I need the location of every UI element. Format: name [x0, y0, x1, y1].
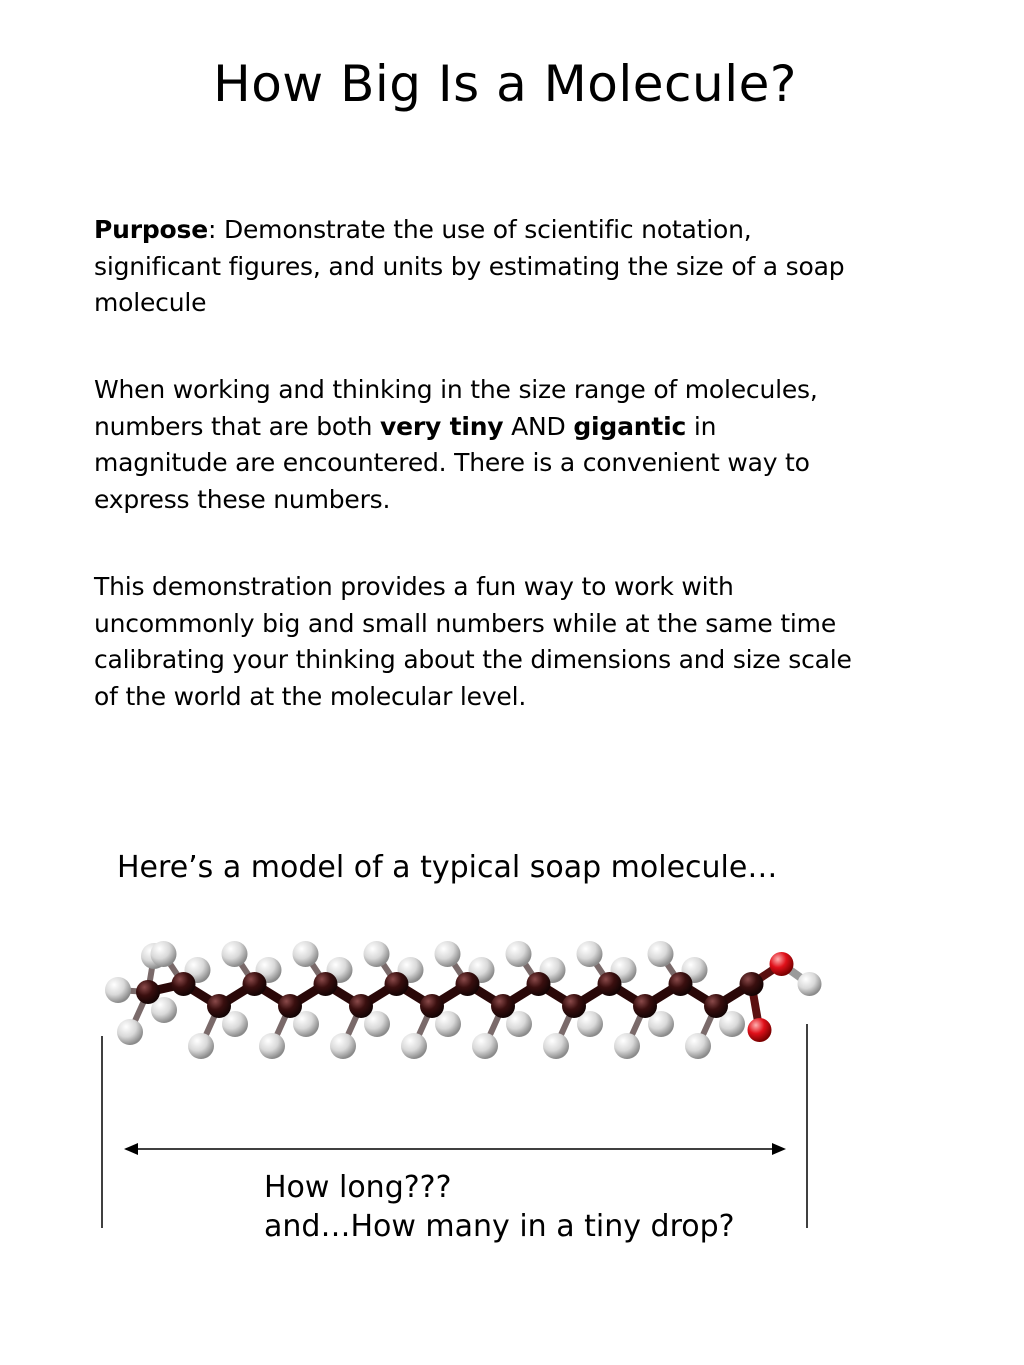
purpose-paragraph — [94, 212, 854, 322]
carbon-atom — [172, 972, 196, 996]
carbon-atom — [243, 972, 267, 996]
hydrogen-atom — [472, 1033, 498, 1059]
soap-molecule-diagram — [0, 900, 1024, 1240]
carbon-atom — [704, 994, 728, 1018]
hydrogen-atom — [577, 941, 603, 967]
carbon-atom — [669, 972, 693, 996]
intro-part-1: When working and thinking in the size range of molecules, numbers that are both — [94, 375, 818, 441]
carbon-atom — [456, 972, 480, 996]
intro-part-2: AND — [503, 411, 574, 441]
hydrogen-atom — [685, 1033, 711, 1059]
hydrogen-atom — [330, 1033, 356, 1059]
carbon-atom — [278, 994, 302, 1018]
hydrogen-atom — [401, 1033, 427, 1059]
intro-part-3: in magnitude are encountered. There is a convenient way to express these numbers. — [94, 411, 810, 514]
demonstration-line-1: This demonstration provides a fun way to work with — [94, 572, 734, 601]
carbon-atom — [633, 994, 657, 1018]
carbon-atom — [740, 972, 764, 996]
arrow-left-head-icon — [124, 1143, 138, 1155]
purpose-label: Purpose — [94, 215, 208, 244]
model-caption: Here’s a model of a typical soap molecule… — [117, 850, 778, 885]
purpose-colon: : — [207, 215, 217, 244]
carbon-atom — [527, 972, 551, 996]
demonstration-rest: uncommonly big and small numbers while at the same time calibrating your thinking about the dimensions and size scale of the world at the molecular level. — [94, 608, 852, 711]
hydrogen-atom — [259, 1033, 285, 1059]
carbon-atom — [207, 994, 231, 1018]
hydrogen-atom — [293, 941, 319, 967]
carbon-atom — [598, 972, 622, 996]
carbon-atom — [385, 972, 409, 996]
hydrogen-atom — [648, 941, 674, 967]
intro-paragraph — [94, 372, 854, 518]
question-how-long: How long??? — [264, 1170, 452, 1205]
hydrogen-atom — [151, 941, 177, 967]
purpose-text: Demonstrate the use of scientific notation, significant figures, and units by estimating the size of a soap molecule — [94, 215, 845, 317]
hydrogen-atom — [506, 941, 532, 967]
arrow-right-head-icon — [772, 1143, 786, 1155]
carbon-atom — [314, 972, 338, 996]
hydrogen-atom — [188, 1033, 214, 1059]
hydrogen-atom — [614, 1033, 640, 1059]
page-title: How Big Is a Molecule? — [213, 55, 797, 113]
carbon-atom — [136, 980, 160, 1004]
question-how-many: and…How many in a tiny drop? — [264, 1209, 735, 1244]
intro-bold-very-tiny: very tiny — [380, 411, 504, 441]
demonstration-paragraph — [94, 569, 874, 715]
hydrogen-atom — [105, 977, 131, 1003]
oxygen-atom — [748, 1018, 772, 1042]
hydrogen-atom — [543, 1033, 569, 1059]
carbon-atom — [349, 994, 373, 1018]
hydrogen-atom — [364, 941, 390, 967]
hydrogen-atom — [435, 941, 461, 967]
intro-bold-gigantic: gigantic — [573, 411, 687, 441]
hydrogen-atom — [798, 972, 822, 996]
carbon-atom — [562, 994, 586, 1018]
carbon-atom — [491, 994, 515, 1018]
hydrogen-atom — [222, 941, 248, 967]
oxygen-atom — [770, 952, 794, 976]
carbon-atom — [420, 994, 444, 1018]
hydrogen-atom — [117, 1019, 143, 1045]
